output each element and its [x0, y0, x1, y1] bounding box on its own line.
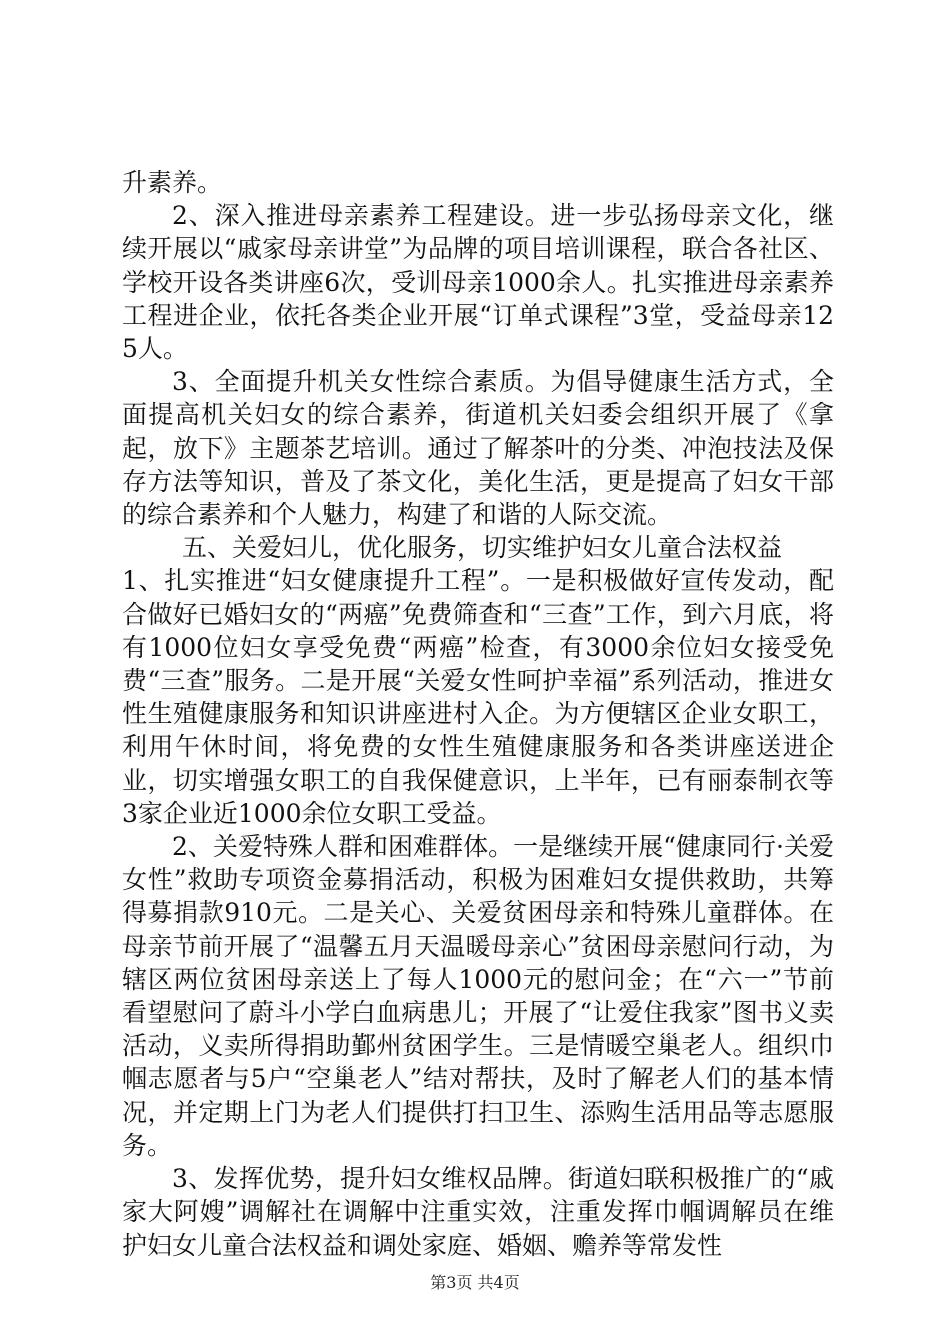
section-heading-five: 五、关爱妇儿，优化服务，切实维护妇女儿童合法权益: [182, 533, 783, 563]
paragraph-health-project: 1、扎实推进“妇女健康提升工程”。一是积极做好宣传发动，配合做好已婚妇女的“两癌”免费筛查和“三查”工作，到六月底，将有1000位妇女享受免费“两癌”检查，有3000余位妇女接受免费“三查”服务。二是开展“关爱女性呵护幸福”系列活动，推进女性生殖健康服务和知识讲座进村入企。为方便辖区企业女职工，利用午休时间，将免费的女性生殖健康服务和各类讲座送进企业，切实增强女职工的自我保健意识，上半年，已有丽泰制衣等3家企业近1000余位女职工受益。: [122, 566, 834, 828]
document-body: [122, 166, 834, 1262]
paragraph-rights-brand: 3、发挥优势，提升妇女维权品牌。街道妇联积极推广的“戚家大阿嫂”调解社在调解中注重实效，注重发挥巾帼调解员在维护妇女儿童合法权益和调处家庭、婚姻、赡养等常发性: [122, 1164, 834, 1260]
paragraph-mother-literacy: 2、深入推进母亲素养工程建设。进一步弘扬母亲文化，继续开展以“戚家母亲讲堂”为品牌的项目培训课程，联合各社区、学校开设各类讲座6次，受训母亲1000余人。扎实推进母亲素养工程进企业，依托各类企业开展“订单式课程”3堂，受益母亲125人。: [122, 201, 834, 364]
page-number-footer: 第3页 共4页: [430, 1273, 520, 1292]
paragraph-special-groups: 2、关爱特殊人群和困难群体。一是继续开展“健康同行·关爱女性”救助专项资金募捐活动，积极为困难妇女提供救助，共筹得募捐款910元。二是关心、关爱贫困母亲和特殊儿童群体。在母亲节前开展了“温馨五月天温暖母亲心”贫困母亲慰问行动，为辖区两位贫困母亲送上了每人1000元的慰问金；在“六一”节前看望慰问了蔚斗小学白血病患儿；开展了“让爱住我家”图书义卖活动，义卖所得捐助鄞州贫困学生。三是情暖空巢老人。组织巾帼志愿者与5户“空巢老人”结对帮扶，及时了解老人们的基本情况，并定期上门为老人们提供打扫卫生、添购生活用品等志愿服务。: [122, 832, 834, 1160]
paragraph-continuation: 升素养。: [122, 168, 223, 197]
paragraph-female-quality: 3、全面提升机关女性综合素质。为倡导健康生活方式，全面提高机关妇女的综合素养，街道机关妇委会组织开展了《拿起，放下》主题茶艺培训。通过了解茶叶的分类、冲泡技法及保存方法等知识，普及了茶文化，美化生活，更是提高了妇女干部的综合素养和个人魅力，构建了和谐的人际交流。: [122, 367, 834, 530]
